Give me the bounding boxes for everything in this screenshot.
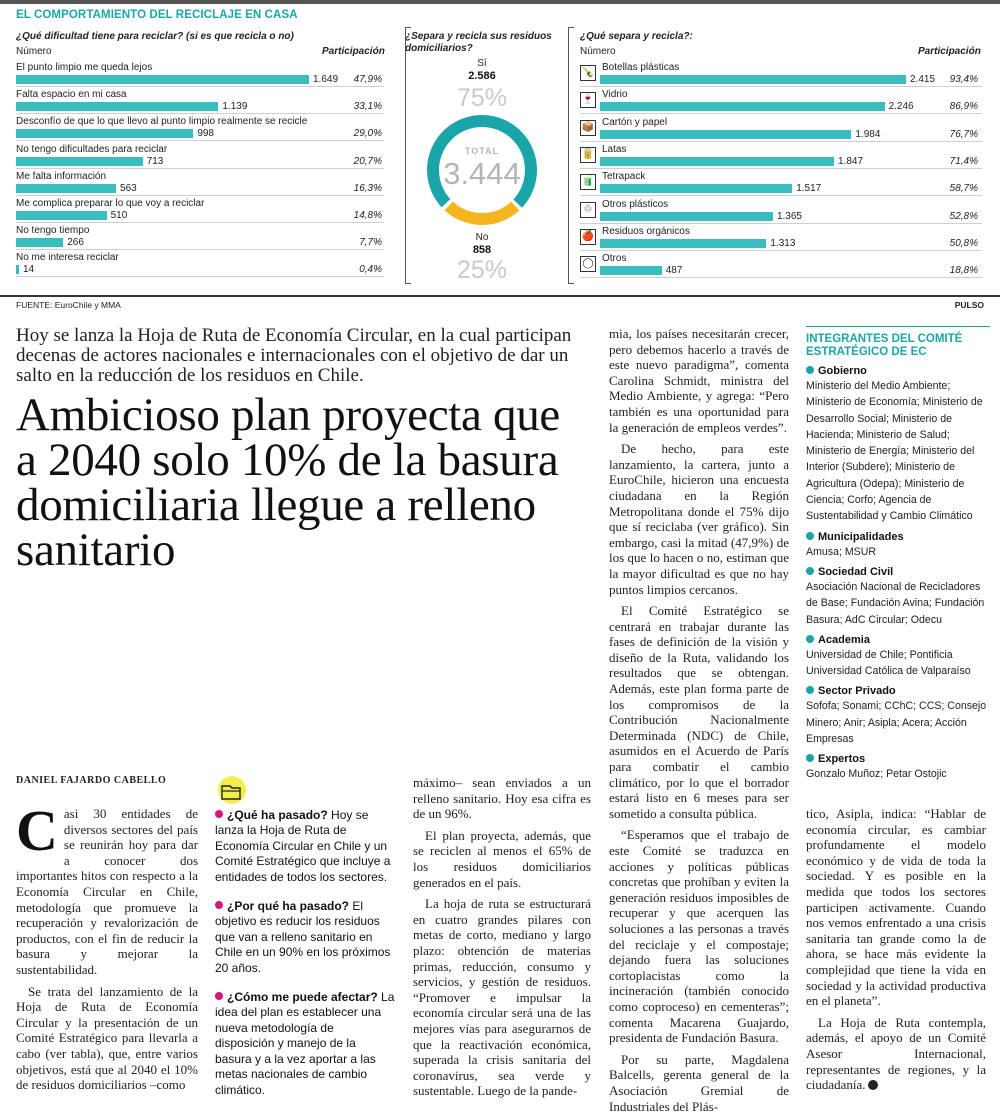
difficulty-row-divider — [16, 168, 384, 169]
material-bar — [600, 130, 851, 139]
donut-total-label: TOTAL — [464, 146, 500, 156]
source-note: FUENTE: EuroChile y MMA — [16, 300, 121, 310]
difficulty-row-label: Me falta información — [16, 170, 107, 182]
infographic-bottom-rule — [0, 295, 1000, 297]
article-headline: Ambicioso plan proyecta que a 2040 solo 10% de la basura domiciliaria llegue a relleno sanitario — [16, 389, 560, 576]
material-value: 487 — [665, 265, 683, 277]
difficulty-bar — [16, 129, 193, 138]
article-column-5 — [806, 806, 986, 1099]
material-bar — [600, 239, 766, 248]
group-dot-icon — [806, 635, 814, 643]
material-share: 50,8% — [949, 237, 978, 249]
paragraph: Casi 30 entidades de diversos sectores del país se reunirán hoy para dar a conocer dos importantes hitos con respecto a la Economía Circular en Chile, metodología que promueve la recuperación y revalorización de productos, con el fin de reducir la basura y mejorar la sustentabilidad. — [16, 798, 198, 977]
material-bar — [600, 75, 906, 84]
difficulty-share: 29,0% — [353, 128, 382, 140]
group-dot-icon — [806, 532, 814, 540]
paragraph: máximo– sean enviados a un relleno sanitario. Hoy esa cifra es de un 96%. — [413, 775, 591, 822]
difficulty-row-label: No tengo dificultades para reciclar — [16, 143, 168, 155]
material-row-divider — [580, 86, 982, 87]
sidebar-group-name: Sector Privado — [806, 685, 990, 698]
committee-sidebar — [806, 326, 990, 783]
difficulty-row-label: Me complica preparar lo que voy a reciclar — [16, 198, 205, 209]
recycle-question: ¿Separa y recicla sus residuos domiciliarios? — [405, 31, 552, 54]
difficulty-value: 998 — [197, 128, 214, 140]
material-bar — [600, 266, 662, 275]
paragraph: mia, los países necesitarán crecer, pero debemos hacerlo a través de este nuevo paradigma”, comenta Carolina Schmidt, ministra del Medio Ambiente, y agrega: “Pero también es una oportunidad para la generación de empleos verdes”. — [609, 326, 789, 435]
material-row-label: Cartón y papel — [602, 116, 668, 128]
difficulty-row-label: Falta espacio en mi casa — [16, 89, 127, 101]
group-dot-icon — [806, 567, 814, 575]
material-row-divider — [580, 250, 982, 251]
difficulty-value: 1.649 — [313, 74, 339, 85]
material-value: 1.313 — [770, 237, 796, 249]
material-share: 18,8% — [949, 265, 978, 277]
difficulty-row-divider — [16, 140, 384, 141]
material-row-label: Tetrapack — [602, 171, 646, 183]
donut-no-value: 858 — [472, 244, 492, 256]
group-dot-icon — [806, 366, 814, 374]
donut-no-label: No — [475, 232, 489, 243]
difficulty-share: 20,7% — [353, 155, 382, 167]
infographic-title: EL COMPORTAMIENTO DEL RECICLAJE EN CASA — [16, 9, 298, 21]
sidebar-group-name: Academia — [806, 634, 990, 647]
difficulty-bar — [16, 211, 107, 220]
difficulty-value: 266 — [67, 237, 84, 249]
sidebar-group-items: Ministerio del Medio Ambiente; Ministerio de Economía; Ministerio de Desarrollo Social; Ministerio de Hacienda; Ministerio de Salud; Ministerio de Energía; Ministerio del Interior (Subdere); Ministerio de Agricultura (Odepa); Ministerio de Ciencia; Corfo; Agencia de Sustentabilidad y Cambio Climático — [806, 380, 983, 523]
cardboard-icon: 📦 — [580, 120, 596, 136]
paragraph: Por su parte, Magdalena Balcells, gerenta general de la Asociación Gremial de Industriales del Plás- — [609, 1051, 789, 1114]
other-icon: ◯ — [580, 256, 596, 272]
material-bar — [600, 184, 792, 193]
paragraph: El plan proyecta, además, que se reciclen al menos el 65% de los residuos domiciliarios generados en el país. — [413, 827, 591, 890]
difficulty-row-label: No me interesa reciclar — [16, 252, 119, 264]
material-bar — [600, 212, 773, 221]
sidebar-group-name: Gobierno — [806, 365, 990, 378]
difficulty-share: 7,7% — [359, 237, 382, 249]
bottle-icon: 🍾 — [580, 65, 596, 81]
difficulty-row-divider — [16, 249, 384, 250]
donut-total-value: 3.444 — [443, 156, 521, 191]
difficulty-share: 16,3% — [353, 182, 382, 194]
paragraph: “Esperamos que el trabajo de este Comité se traduzca en acciones y políticas públicas concretas que prohíban y eviten la generación residuos imposibles de recuperar y que acerquen las soluciones a las personas a través del reciclaje y el compostaje; dejando fuera las soluciones cortoplacistas como la incineración (también conocido como coproceso) en cementeras”; comenta Macarena Guajardo, presidenta de Fundación Basura. — [609, 827, 789, 1046]
difficulty-col-number: Número — [16, 46, 52, 57]
can-icon: 🥫 — [580, 147, 596, 163]
difficulty-bar — [16, 238, 63, 247]
difficulty-bar — [16, 184, 116, 193]
material-row-divider — [580, 113, 982, 114]
sidebar-group-name: Municipalidades — [806, 531, 990, 544]
difficulty-value: 1.139 — [222, 101, 248, 113]
article-column-4 — [609, 326, 789, 1120]
material-row-label: Otros plásticos — [602, 198, 669, 210]
material-value: 2.246 — [888, 101, 914, 113]
difficulty-row-label: Desconfío de que lo que llevo al punto limpio realmente se recicle — [16, 116, 308, 128]
donut-yes-pct: 75% — [456, 84, 508, 112]
organic-icon: 🍎 — [580, 229, 596, 245]
material-share: 58,7% — [949, 183, 978, 195]
sidebar-group-name: Sociedad Civil — [806, 566, 990, 579]
material-share: 86,9% — [949, 101, 978, 113]
paragraph: Se trata del lanzamiento de la Hoja de Ruta de Economía Circular y la presentación de un Comité Estratégico para llevarla a cabo (ver tabla), que, entre varios objetivos, está que al 2040 el 10% de residuos domiciliarios –como — [16, 983, 198, 1093]
difficulty-question: ¿Qué dificultad tiene para reciclar? (si es que recicla o no) — [16, 31, 294, 42]
byline: DANIEL FAJARDO CABELLO — [16, 775, 167, 786]
materials-col-number: Número — [580, 46, 616, 57]
material-share: 93,4% — [949, 74, 978, 85]
glass-icon: 🍷 — [580, 92, 596, 108]
group-dot-icon — [806, 754, 814, 762]
plastics-icon: ♲ — [580, 202, 596, 218]
quick-facts-box — [215, 808, 395, 1112]
donut-yes-value: 2.586 — [468, 70, 496, 82]
sidebar-group-items: Asociación Nacional de Recicladores de Base; Fundación Avina; Fundación Basura; AdC Circular; Odecu — [806, 580, 985, 626]
difficulty-row-divider — [16, 276, 384, 277]
difficulty-share: 14,8% — [353, 210, 382, 221]
article-lead: Hoy se lanza la Hoja de Ruta de Economía Circular, en la cual participan decenas de actores nacionales e internacionales con el objetivo de dar un salto en la reducción de los residuos en Chile. — [16, 325, 572, 386]
difficulty-share: 0,4% — [359, 264, 382, 276]
difficulty-row-label: No tengo tiempo — [16, 225, 90, 237]
difficulty-share: 33,1% — [353, 101, 382, 113]
material-bar — [600, 157, 834, 166]
paragraph: De hecho, para este lanzamiento, la cartera, junto a EuroChile, hicieron una encuesta ciudadana en la Región Metropolitana donde el 75% dijo que sí reciclaba (ver gráfico). Sin embargo, casi la mitad (47,9%) de los que lo hacen o no, estiman que la mayor dificultad es que no hay puntos limpios cercanos. — [609, 441, 789, 597]
sidebar-title: INTEGRANTES DEL COMITÉ ESTRATÉGICO DE EC — [806, 326, 990, 359]
brand-mark: PULSO — [954, 300, 984, 310]
materials-question: ¿Qué separa y recicla?: — [580, 31, 693, 42]
difficulty-value: 563 — [120, 182, 137, 194]
quick-fact-2: ¿Por qué ha pasado? El objetivo es reducir los residuos que van a relleno sanitario en Chile en un 90% en los próximos 20 años. — [215, 899, 391, 975]
quick-fact-3: ¿Cómo me puede afectar? La idea del plan es establecer una nueva metodología de disposición y manejo de la basura y a la vez aportar a las metas nacionales de cambio climático. — [215, 990, 395, 1097]
difficulty-bar — [16, 157, 143, 166]
quick-fact-1: ¿Qué ha pasado? Hoy se lanza la Hoja de Ruta de Economía Circular en Chile y un Comité Estratégico que incluye a entidades de todos los sectores. — [215, 808, 391, 884]
material-value: 1.517 — [796, 183, 822, 195]
donut-bracket — [405, 27, 411, 284]
sidebar-group-items: Amusa; MSUR — [806, 545, 877, 558]
material-row-divider — [580, 141, 982, 142]
material-row-label: Otros — [602, 253, 627, 265]
difficulty-bar-chart — [0, 0, 400, 290]
difficulty-bar — [16, 102, 218, 111]
materials-col-share: Participación — [918, 46, 981, 57]
donut-no-pct: 25% — [456, 256, 508, 284]
right-bracket — [568, 27, 574, 284]
material-row-label: Latas — [602, 143, 627, 155]
material-share: 52,8% — [949, 210, 978, 222]
paragraph: tico, Asipla, indica: “Hablar de economía circular, es cambiar profundamente el modelo económico y de vida de toda la sociedad. Y es posible en la medida que todos los sectores participen activamente. Cuando nos vemos enfrentado a una crisis sanitaria tan grande como la de ahora, se hace más evidente la complejidad que tiene la vida en sociedad y la actividad productiva en el planeta”. — [806, 806, 986, 1009]
sidebar-group-items: Gonzalo Muñoz; Petar Ostojic — [806, 768, 947, 781]
donut-yes-label: Sí — [477, 58, 487, 69]
sidebar-group-items: Universidad de Chile; Pontificia Universidad Católica de Valparaíso — [806, 648, 971, 678]
dropcap: C — [16, 798, 58, 863]
material-value: 1.365 — [776, 210, 802, 222]
difficulty-value: 510 — [110, 210, 128, 221]
difficulty-bar — [16, 265, 19, 274]
material-row-divider — [580, 195, 982, 196]
difficulty-value: 14 — [23, 264, 35, 276]
material-value: 2.415 — [910, 74, 936, 85]
paragraph: El Comité Estratégico se centrará en trabajar durante las fases de definición de la visión y diseño de la Ruta, validando los resultados que se obtengan. Además, este plan forma parte de los compromisos de la Contribución Nacionalmente Determinada (NDC) de Chile, asumidos en el Acuerdo de París para combatir el cambio climático, por lo que el borrador estará listo en 6 meses para ser sometido a consulta pública. — [609, 603, 789, 821]
material-bar — [600, 102, 885, 111]
material-share: 71,4% — [949, 155, 978, 167]
difficulty-col-share: Participación — [322, 46, 385, 57]
article-column-1 — [16, 798, 198, 1099]
sidebar-group-name: Expertos — [806, 753, 990, 766]
difficulty-row-divider — [16, 86, 384, 87]
material-value: 1.847 — [838, 155, 864, 167]
difficulty-row-divider — [16, 195, 384, 196]
tetrapack-icon: 🧃 — [580, 174, 596, 190]
difficulty-row-label: El punto limpio me queda lejos — [16, 62, 153, 73]
material-row-divider — [580, 168, 982, 169]
group-dot-icon — [806, 686, 814, 694]
difficulty-row-divider — [16, 113, 384, 114]
sidebar-groups — [806, 365, 990, 783]
difficulty-row-divider — [16, 222, 384, 223]
material-value: 1.984 — [855, 128, 881, 140]
material-row-label: Residuos orgánicos — [602, 225, 690, 237]
material-row-label: Vidrio — [602, 89, 628, 101]
difficulty-share: 47,9% — [353, 74, 382, 85]
article-column-3 — [413, 775, 591, 1105]
sidebar-group-items: Sofofa; Sonami; CChC; CCS; Consejo Minero; Anir; Asipla; Acera; Acción Empresas — [806, 700, 987, 746]
folder-icon — [216, 775, 246, 805]
end-mark-icon — [868, 1080, 878, 1090]
material-row-divider — [580, 223, 982, 224]
paragraph: La hoja de ruta se estructurará en cuatro grandes pilares con metas de corto, mediano y largo plazo: obtención de materias primas, reducción, consumo y servicios, y gestión de residuos. “Promover e impulsar la economía circular será una de las mejores vías para asegurarnos de que la reactivación económica, superada la crisis sanitaria del coronavirus, sea verde y sustentable. Luego de la pande- — [413, 896, 591, 1099]
difficulty-value: 713 — [146, 155, 164, 167]
difficulty-bar — [16, 75, 309, 84]
paragraph: La Hoja de Ruta contempla, además, el apoyo de un Comité Asesor Internacional, representantes de regiones, y la ciudadanía. — [806, 1014, 986, 1093]
material-row-label: Botellas plásticas — [602, 62, 680, 73]
material-row-divider — [580, 277, 982, 278]
material-share: 76,7% — [949, 128, 978, 140]
